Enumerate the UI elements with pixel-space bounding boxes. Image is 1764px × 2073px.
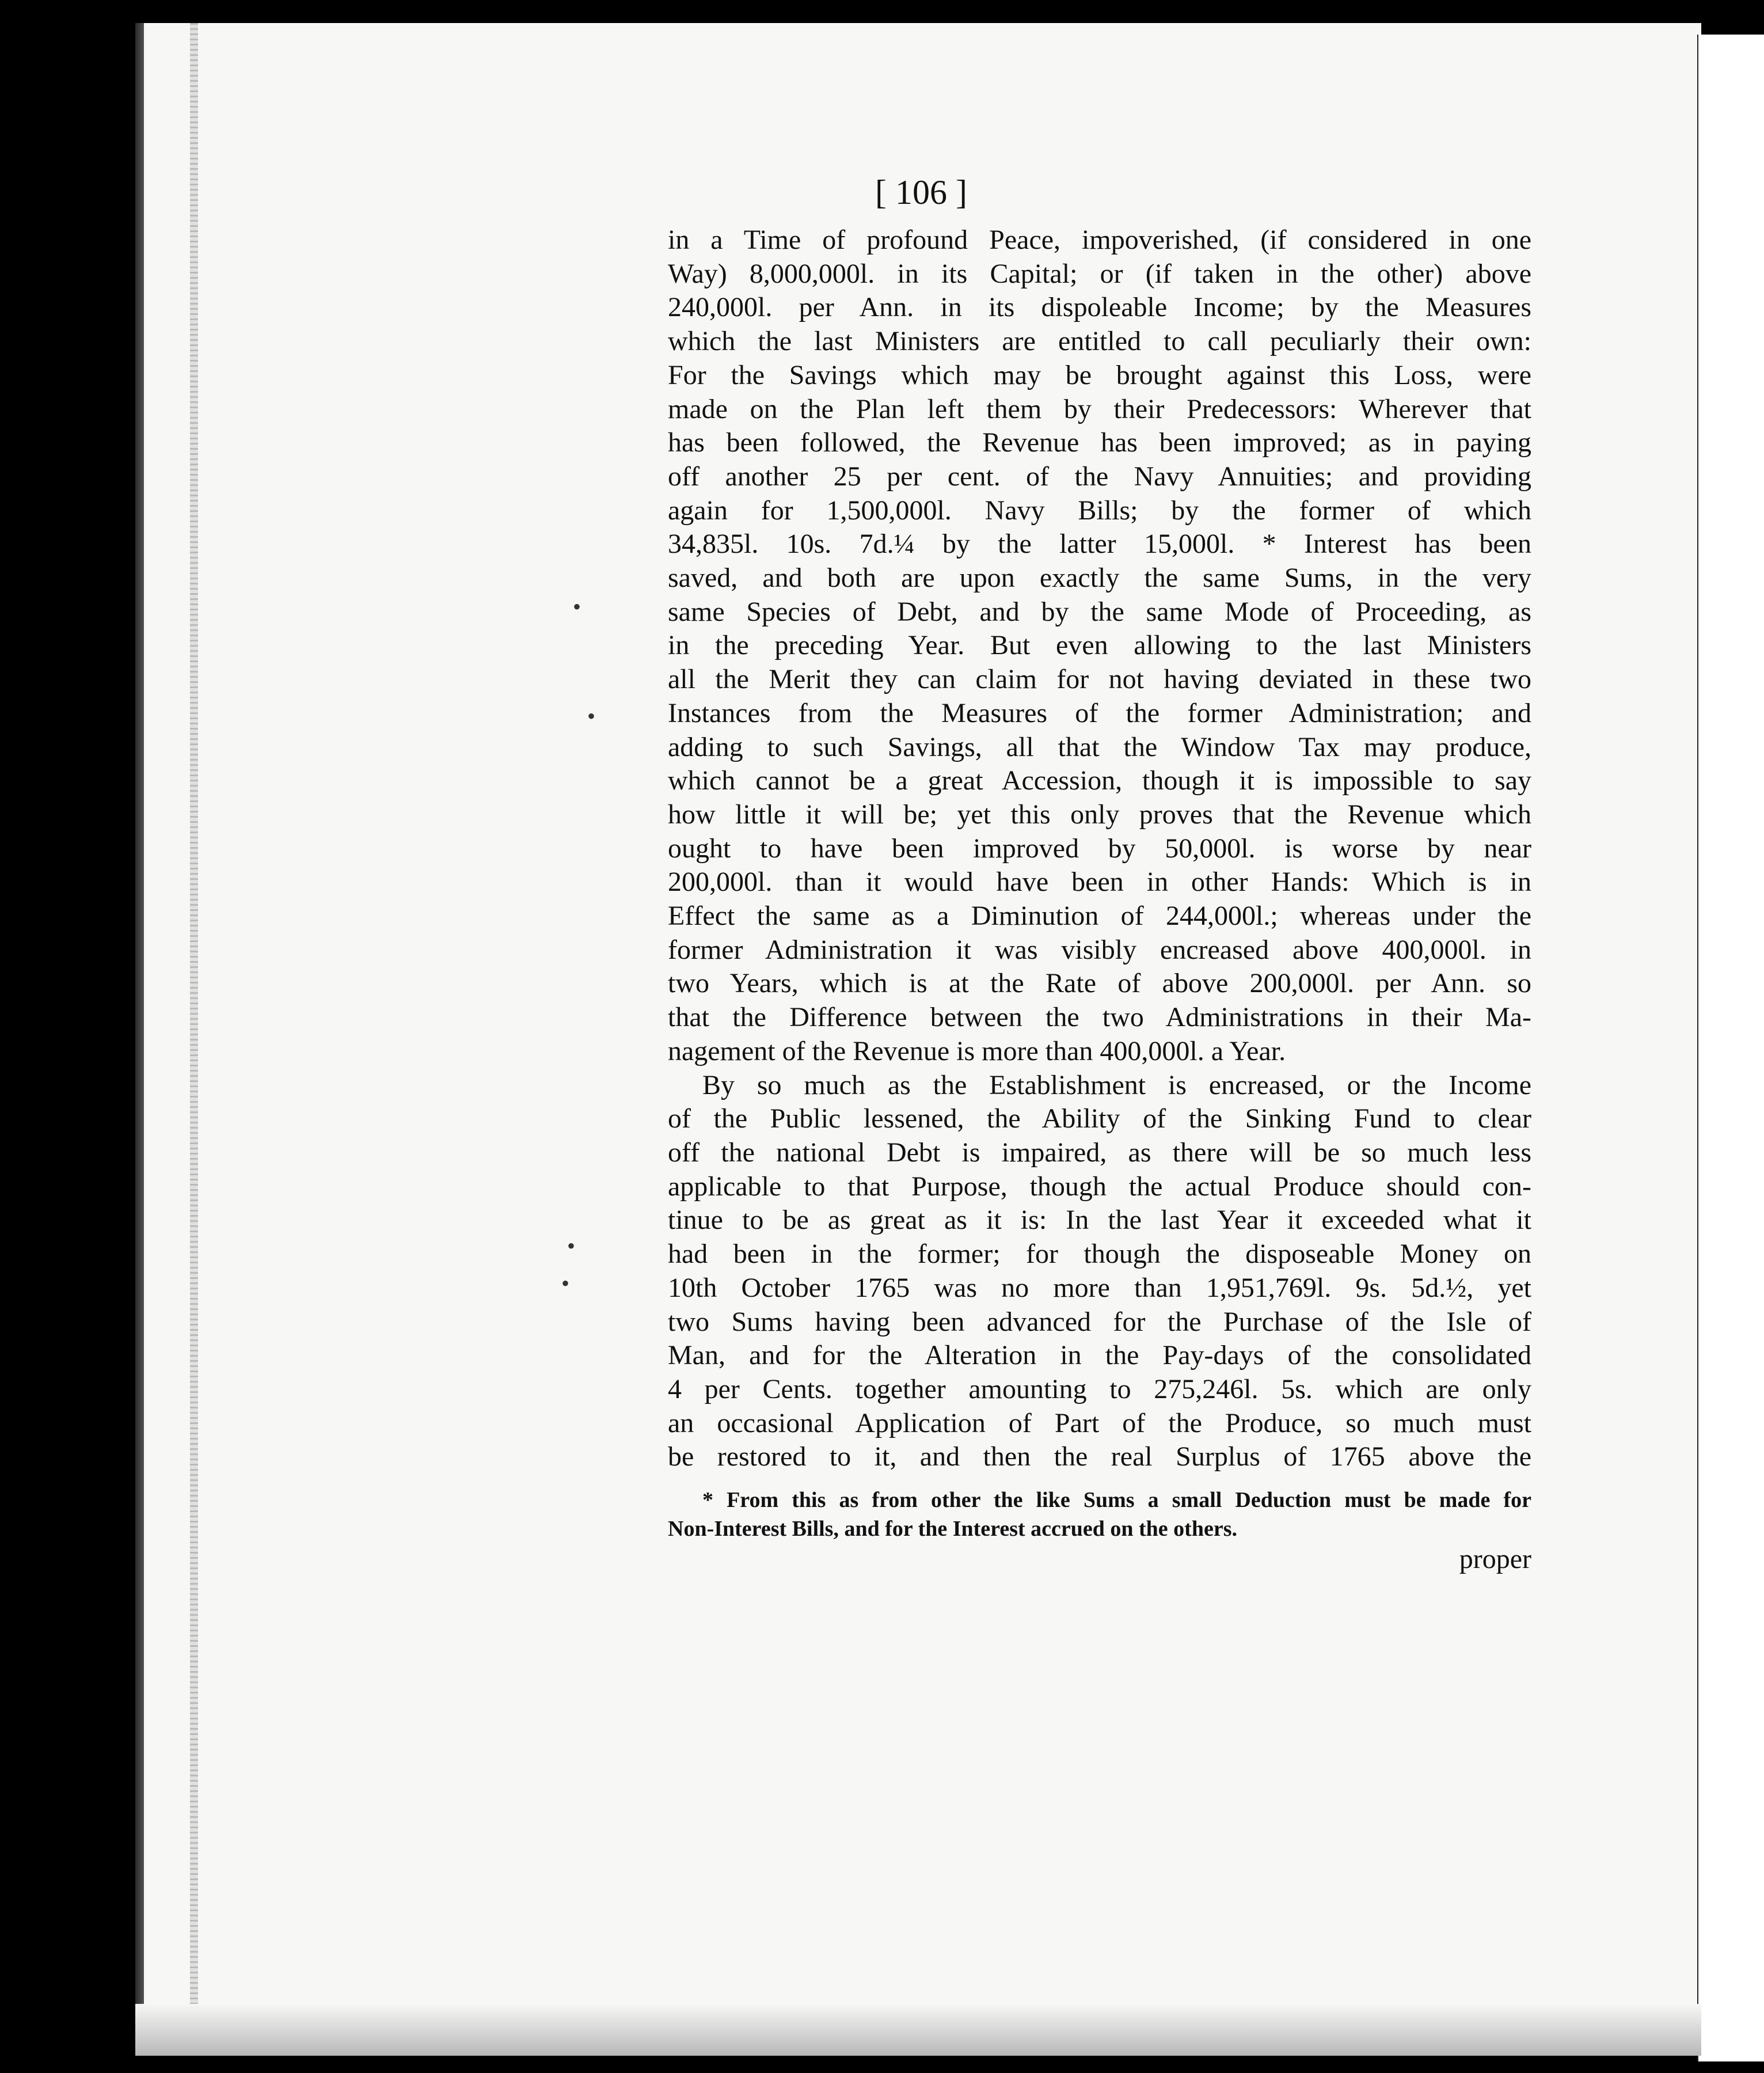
text-line: has been followed, the Revenue has been improved; as in paying — [668, 427, 1531, 458]
text-line: had been in the former; for though the disposeable Money on — [668, 1239, 1531, 1270]
page-bottom-shadow — [135, 2004, 1701, 2056]
text-line: 4 per Cents. together amounting to 275,246l. 5s. which are only — [668, 1373, 1531, 1404]
margin-speck: • — [567, 1233, 576, 1259]
text-line: ought to have been improved by 50,000l. is worse by near — [668, 833, 1531, 864]
margin-speck: • — [587, 703, 596, 729]
text-line: 240,000l. per Ann. in its dispoleable Income; by the Measures — [668, 292, 1531, 323]
footnote-line: * From this as from other the like Sums a small Deduction must be made for — [702, 1488, 1531, 1512]
text-line: an occasional Application of Part of the Produce, so much must — [668, 1407, 1531, 1438]
text-line: 34,835l. 10s. 7d.¼ by the latter 15,000l. * Interest has been — [668, 529, 1531, 560]
footnote — [668, 1486, 1531, 1543]
facing-page-edge — [1698, 35, 1764, 2061]
text-line: made on the Plan left them by their Predecessors: Wherever that — [668, 393, 1531, 424]
text-line: saved, and both are upon exactly the same Sums, in the very — [668, 563, 1531, 594]
text-line: of the Public lessened, the Ability of the Sinking Fund to clear — [668, 1103, 1531, 1134]
text-line: which cannot be a great Accession, though it is impossible to say — [668, 765, 1531, 796]
text-line: Way) 8,000,000l. in its Capital; or (if taken in the other) above — [668, 258, 1531, 289]
text-line: all the Merit they can claim for not having deviated in these two — [668, 664, 1531, 695]
text-line: For the Savings which may be brought against this Loss, were — [668, 359, 1531, 390]
text-line: former Administration it was visibly encreased above 400,000l. in — [668, 934, 1531, 965]
page-number-header: [ 106 ] — [875, 173, 967, 211]
text-line: 10th October 1765 was no more than 1,951,769l. 9s. 5d.½, yet — [668, 1272, 1531, 1303]
margin-speck: • — [573, 594, 581, 620]
text-line: 200,000l. than it would have been in other Hands: Which is in — [668, 867, 1531, 898]
body-text — [668, 223, 1531, 1474]
text-line: how little it will be; yet this only proves that the Revenue which — [668, 799, 1531, 830]
text-line: adding to such Savings, all that the Window Tax may produce, — [668, 731, 1531, 762]
text-line: two Years, which is at the Rate of above 200,000l. per Ann. so — [668, 968, 1531, 999]
text-line: that the Difference between the two Administrations in their Ma- — [668, 1002, 1531, 1033]
text-line: again for 1,500,000l. Navy Bills; by the former of which — [668, 495, 1531, 526]
text-line: Man, and for the Alteration in the Pay-days of the consolidated — [668, 1340, 1531, 1371]
text-line: applicable to that Purpose, though the actual Produce should con- — [668, 1171, 1531, 1202]
text-line: off the national Debt is impaired, as there will be so much less — [668, 1137, 1531, 1168]
catchword: proper — [1459, 1544, 1531, 1574]
text-line: Instances from the Measures of the former Administration; and — [668, 697, 1531, 728]
text-line: in the preceding Year. But even allowing to the last Ministers — [668, 630, 1531, 661]
text-line: two Sums having been advanced for the Purchase of the Isle of — [668, 1306, 1531, 1337]
text-line: By so much as the Establishment is encreased, or the Income — [702, 1069, 1531, 1100]
text-line: Effect the same as a Diminution of 244,000l.; whereas under the — [668, 901, 1531, 932]
text-line: same Species of Debt, and by the same Mode of Proceeding, as — [668, 596, 1531, 627]
text-line: off another 25 per cent. of the Navy Annuities; and providing — [668, 461, 1531, 492]
binding-edge — [190, 23, 198, 2056]
text-line: be restored to it, and then the real Surplus of 1765 above the — [668, 1441, 1531, 1472]
text-line: tinue to be as great as it is: In the last Year it exceeded what it — [668, 1205, 1531, 1236]
margin-speck: • — [561, 1270, 570, 1296]
text-line: in a Time of profound Peace, impoverished, (if considered in one — [668, 225, 1531, 255]
footnote-line: Non-Interest Bills, and for the Interest accrued on the others. — [668, 1517, 1237, 1541]
text-line: which the last Ministers are entitled to call peculiarly their own: — [668, 326, 1531, 357]
text-line: nagement of the Revenue is more than 400,000l. a Year. — [668, 1035, 1286, 1066]
